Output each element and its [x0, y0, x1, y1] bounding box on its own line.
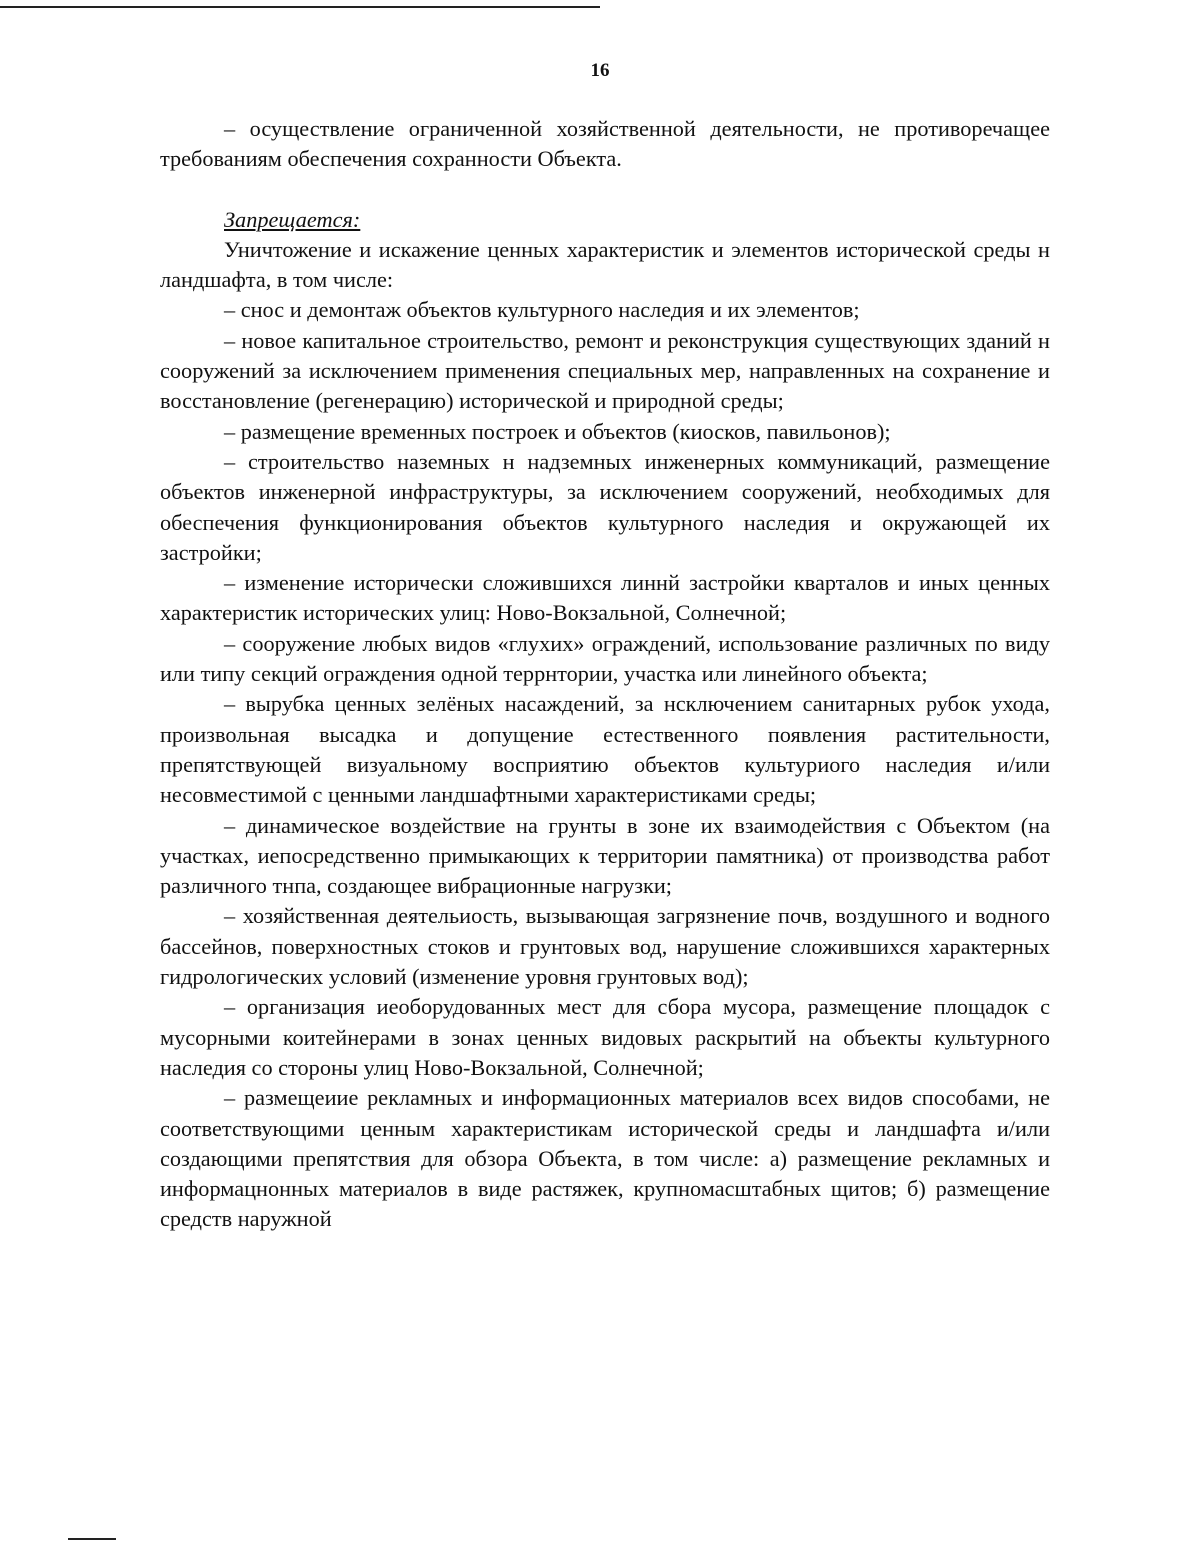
list-item: – новое капитальное строительство, ремонт и реконструкция существующих зданий н сооружений за исключением применения специальных мер, направленных на сохранение и восстановление (регенерацию) исторической и природной среды;	[160, 327, 1050, 414]
list-item: – хозяйственная деятельиость, вызывающая загрязнение почв, воздушного и водного бассейнов, поверхностных стоков и грунтовых вод, нарушение сложившихся характерных гидрологических условий (изменение уровня грунтовых вод);	[160, 903, 1050, 990]
list-item: – динамическое воздействие на грунты в зоне их взаимодействия с Объектом (на участках, иепосредственно примыкающих к территории памятника) от производства работ различного тнпа, создающее вибрационные нагрузки;	[160, 812, 1050, 899]
list-item: – организация иеоборудованных мест для сбора мусора, размещение площадок с мусорными коитейнерами в зонах ценных видовых раскрытий на объекты культурного наследия со стороны улиц Ново-Вокзальной, Солнечной;	[160, 994, 1050, 1080]
scan-edge-line-bottom	[68, 1538, 116, 1540]
list-item: – размещение временных построек и объектов (киосков, павильонов);	[224, 418, 891, 444]
section-lead: Уничтожение и искажение ценных характеристик и элементов исторической среды н ландшафта, в том числе:	[160, 236, 1050, 293]
list-item: – вырубка ценных зелёных насаждений, за нсключением санитарных рубок ухода, произвольная высадка и допущение естественного появления растительности, препятствующей визуальному восприятию объектов культуриого наследия и/или несовместимой с ценными ландшафтными характеристиками среды;	[160, 691, 1050, 808]
section-heading: Запрещается:	[224, 206, 361, 232]
document-body	[160, 114, 1050, 1235]
list-item: – снос и демонтаж объектов культурного наследия и их элементов;	[224, 297, 860, 323]
list-item: – строительство наземных н надземных инженерных коммуникаций, размещение объектов инженерной инфраструктуры, за исключением сооружений, необходимых для обеспечения функционирования объектов культурного наследия и окружающей их застройки;	[160, 448, 1050, 565]
list-item: – изменение исторически сложившихся линнй застройки кварталов и иных ценных характеристик исторических улиц: Ново-Вокзальной, Солнечной;	[160, 570, 1050, 626]
list-item: – сооружение любых видов «глухих» ограждений, использование различных по виду или типу секций ограждения одной террнтории, участка или линейного объекта;	[160, 630, 1050, 687]
page-number: 16	[590, 60, 610, 81]
list-item: – размещеиие рекламных и информационных материалов всех видов способами, не соответствующими ценным характеристикам исторической среды и ландшафта и/или создающими препятствия для обзора Объекта, в том числе: а) размещение рекламных и информацнонных материалов в виде растяжек, крупномасштабных щитов; б) размещение средств наружной	[160, 1085, 1050, 1232]
intro-item: – осуществление ограниченной хозяйственной деятельности, не противоречащее требованиям обеспечения сохранности Объекта.	[160, 116, 1050, 172]
scan-edge-line-top	[0, 6, 600, 8]
